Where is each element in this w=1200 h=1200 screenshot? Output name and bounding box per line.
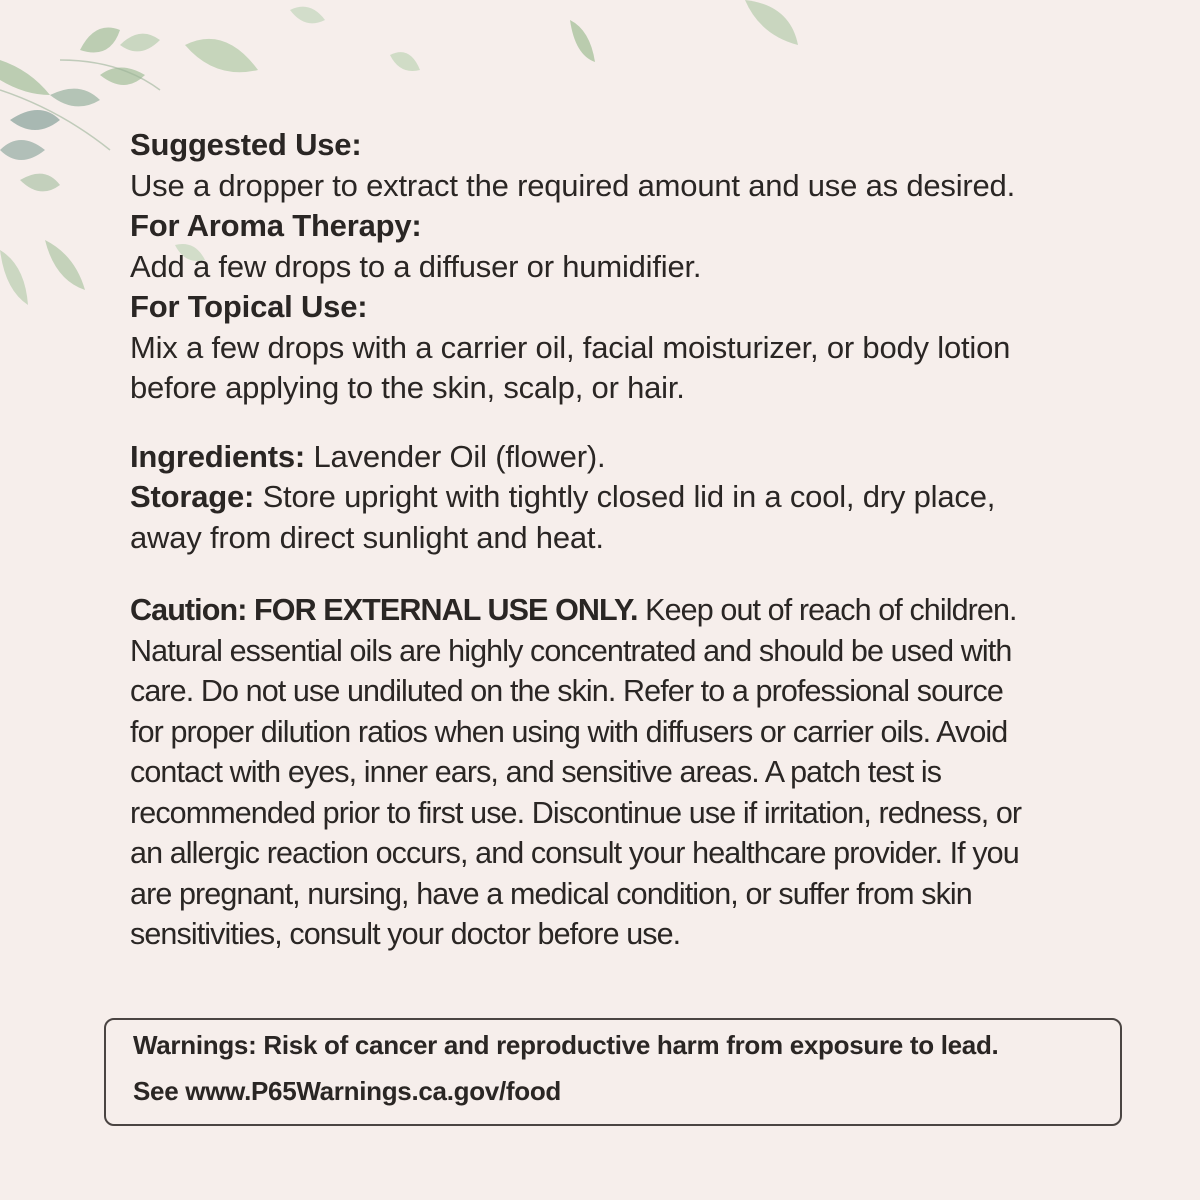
warnings-label: Warnings:: [133, 1030, 257, 1060]
warning-line: [133, 1030, 998, 1061]
storage-text-line2: away from direct sunlight and heat.: [130, 519, 604, 555]
suggested-use-heading: Suggested Use:: [130, 127, 362, 162]
caution-text-line: contact with eyes, inner ears, and sensitive areas. A patch test is: [130, 755, 942, 789]
storage-line: [130, 477, 1130, 518]
ingredients-text: Lavender Oil (flower).: [313, 438, 606, 474]
product-instructions: [130, 125, 1130, 955]
prop65-warning-box: [104, 1018, 1122, 1126]
aroma-therapy-text: Add a few drops to a diffuser or humidifier.: [130, 248, 702, 284]
caution-label: Caution: FOR EXTERNAL USE ONLY.: [130, 593, 638, 627]
topical-use-heading: For Topical Use:: [130, 289, 368, 324]
topical-use-text-line2: before applying to the skin, scalp, or hair.: [130, 370, 685, 405]
warnings-text: Risk of cancer and reproductive harm from exposure to lead.: [263, 1030, 999, 1060]
topical-use-text-line1: Mix a few drops with a carrier oil, facial moisturizer, or body lotion: [130, 329, 1011, 365]
storage-label: Storage:: [130, 479, 255, 514]
caution-text-line: an allergic reaction occurs, and consult your healthcare provider. If you: [130, 836, 1019, 870]
caution-line: [130, 590, 1130, 631]
caution-text-line: care. Do not use undiluted on the skin. Refer to a professional source: [130, 674, 1003, 708]
caution-text-line: are pregnant, nursing, have a medical condition, or suffer from skin: [130, 876, 972, 911]
caution-section: [130, 590, 1130, 955]
caution-text-line: for proper dilution ratios when using with diffusers or carrier oils. Avoid: [130, 714, 1008, 749]
caution-text-line: sensitivities, consult your doctor before use.: [130, 917, 681, 951]
aroma-therapy-heading: For Aroma Therapy:: [130, 208, 422, 243]
warnings-link[interactable]: See www.P65Warnings.ca.gov/food: [133, 1076, 561, 1106]
ingredients-line: [130, 437, 1130, 478]
suggested-use-text: Use a dropper to extract the required amount and use as desired.: [130, 167, 1016, 203]
caution-text-line: Keep out of reach of children.: [645, 593, 1017, 627]
caution-text-line: Natural essential oils are highly concentrated and should be used with: [130, 633, 1012, 668]
ingredients-label: Ingredients:: [130, 438, 306, 474]
storage-text-line1: Store upright with tightly closed lid in a cool, dry place,: [262, 479, 996, 514]
caution-text-line: recommended prior to first use. Discontinue use if irritation, redness, or: [130, 795, 1022, 830]
